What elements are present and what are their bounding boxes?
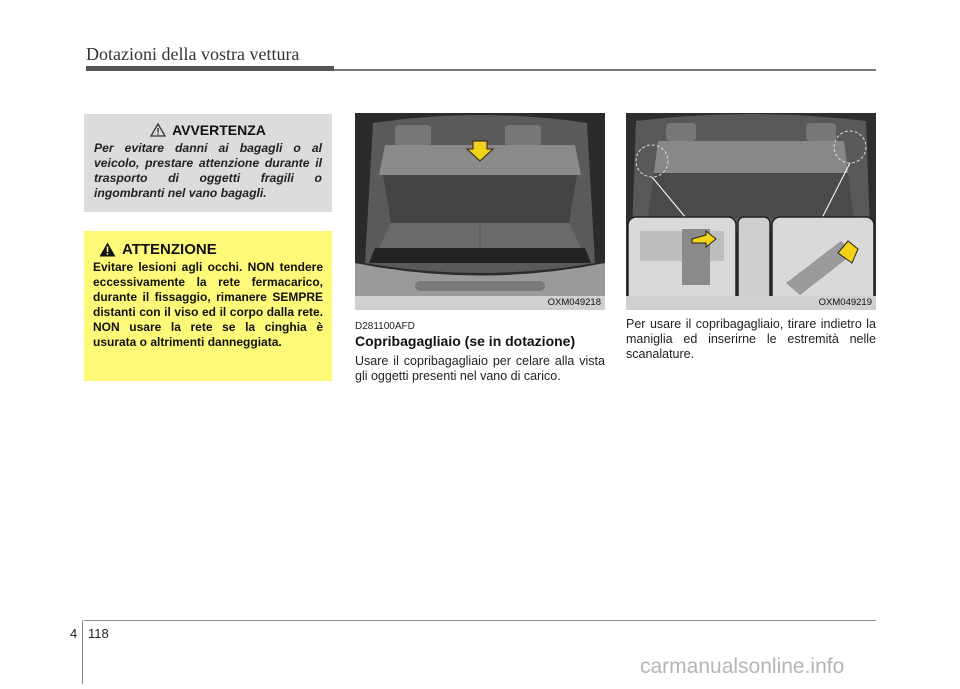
caution-box (84, 231, 332, 381)
warning-text: Per evitare danni ai bagagli o al veicolo, prestare attenzione durante il trasporto di oggetti fragili o ingombranti nel vano bagagli. (94, 141, 322, 200)
cargo-cover-figure-2 (626, 113, 876, 309)
warning-header (94, 122, 322, 138)
figure-2-code: OXM049219 (626, 296, 876, 310)
header-rule-thin (334, 69, 876, 71)
cargo-cover-figure-1 (355, 113, 605, 309)
footer-rule-vertical (82, 620, 83, 684)
caution-title: ATTENZIONE (122, 241, 217, 258)
page-header-title: Dotazioni della vostra vettura (86, 44, 300, 64)
warning-triangle-icon (150, 123, 166, 137)
caution-text: Evitare lesioni agli occhi. NON tendere eccessivamente la rete fermacarico, durante il fissaggio, rimanere SEMPRE distanti con il viso ed il corpo dalla rete. NON usare la rete se la cinghia è usurata o altrimenti danneggiata. (93, 260, 323, 349)
section-code: D281100AFD (355, 321, 415, 332)
cargo-area-illustration (355, 113, 605, 309)
page-number: 118 (88, 626, 109, 641)
caution-triangle-icon (99, 242, 116, 257)
warning-box (84, 114, 332, 212)
page-chapter-number: 4 (70, 626, 78, 641)
cargo-handle-illustration (626, 113, 876, 309)
site-watermark[interactable]: carmanualsonline.info (640, 655, 845, 678)
warning-title: AVVERTENZA (172, 122, 266, 138)
section-paragraph: Usare il copribagagliaio per celare alla vista gli oggetti presenti nel vano di carico. (355, 354, 605, 383)
caution-header (99, 241, 323, 258)
right-paragraph: Per usare il copribagagliaio, tirare indietro la maniglia ed inserirne le estremità nelle scanalature. (626, 317, 876, 361)
section-heading: Copribagagliaio (se in dotazione) (355, 333, 576, 349)
footer-rule-horizontal (84, 620, 876, 621)
figure-1-code: OXM049218 (355, 296, 605, 310)
header-rule-thick (86, 66, 334, 71)
